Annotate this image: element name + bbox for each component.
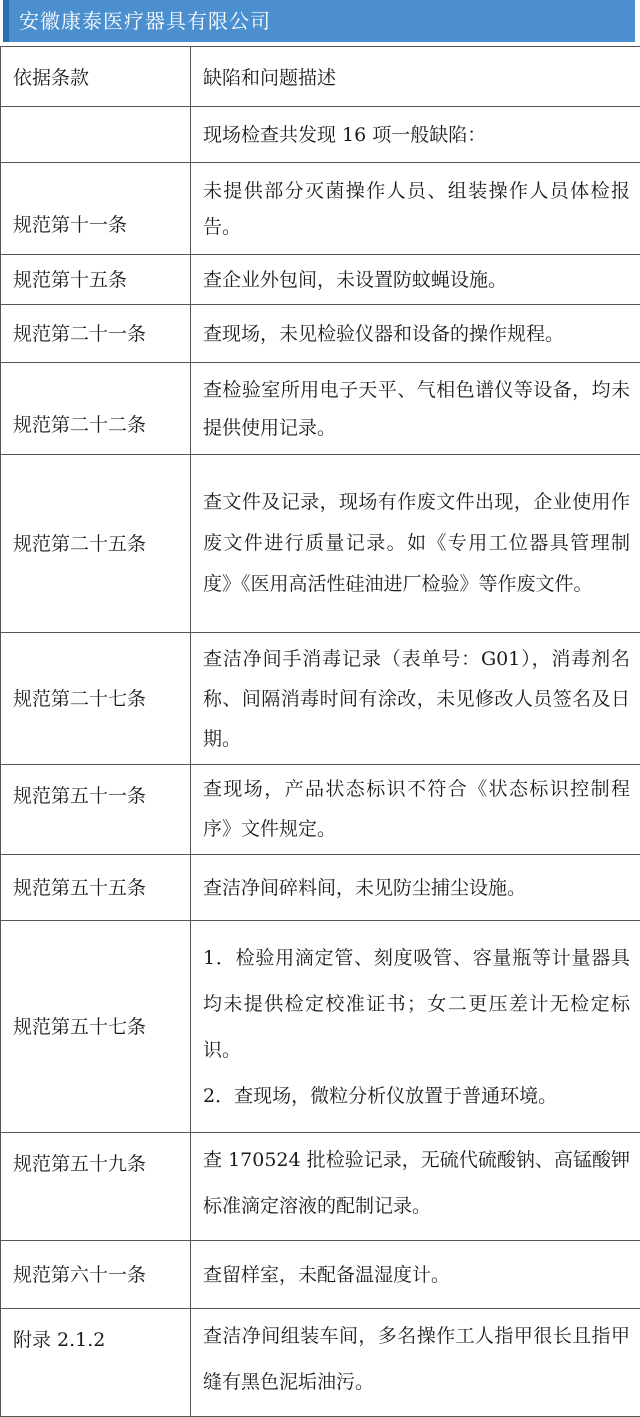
description-text: 1．检验用滴定管、刻度吸管、容量瓶等计量器具均未提供检定校准证书；女二更压差计无检定标识。 (203, 935, 630, 1073)
table-row (1, 255, 640, 305)
clause-cell: 附录 2.1.2 (1, 1309, 191, 1417)
column-header-description: 缺陷和问题描述 (191, 47, 640, 107)
description-cell (191, 455, 640, 633)
table-row (1, 305, 640, 363)
table-row (1, 107, 640, 163)
description-cell (191, 107, 640, 163)
company-name: 安徽康泰医疗器具有限公司 (19, 9, 271, 33)
description-text: 查留样室，未配备温湿度计。 (203, 1260, 630, 1290)
table-row (1, 855, 640, 921)
description-cell (191, 633, 640, 765)
description-text: 查现场，未见检验仪器和设备的操作规程。 (203, 319, 630, 349)
description-text: 查洁净间手消毒记录（表单号：G01），消毒剂名称、间隔消毒时间有涂改，未见修改人员签名及日期。 (203, 639, 630, 759)
description-cell (191, 1241, 640, 1309)
description-text: 现场检查共发现 16 项一般缺陷： (203, 120, 630, 150)
description-text: 查 170524 批检验记录，无硫代硫酸钠、高锰酸钾标准滴定溶液的配制记录。 (203, 1137, 630, 1229)
description-cell (191, 255, 640, 305)
table-row (1, 1133, 640, 1241)
description-text: 查检验室所用电子天平、气相色谱仪等设备，均未提供使用记录。 (203, 371, 630, 447)
table-row (1, 1309, 640, 1417)
description-text: 查现场，产品状态标识不符合《状态标识控制程序》文件规定。 (203, 769, 630, 849)
clause-cell (1, 107, 191, 163)
description-text: 查文件及记录，现场有作废文件出现，企业使用作废文件进行质量记录。如《专用工位器具管理制度》《医用高活性硅油进厂检验》等作废文件。 (203, 482, 630, 605)
clause-cell: 规范第十五条 (1, 255, 191, 305)
column-header-clause: 依据条款 (1, 47, 191, 107)
description-text: 查洁净间碎料间，未见防尘捕尘设施。 (203, 873, 630, 903)
clause-cell: 规范第二十二条 (1, 363, 191, 455)
description-cell (191, 1309, 640, 1417)
description-text: 查洁净间组装车间，多名操作工人指甲很长且指甲缝有黑色泥垢油污。 (203, 1313, 630, 1405)
description-cell (191, 1133, 640, 1241)
clause-cell: 规范第六十一条 (1, 1241, 191, 1309)
description-text: 未提供部分灭菌操作人员、组装操作人员体检报告。 (203, 173, 630, 245)
table-row (1, 921, 640, 1133)
clause-cell: 规范第五十五条 (1, 855, 191, 921)
description-cell (191, 163, 640, 255)
table-row (1, 633, 640, 765)
table-row (1, 1241, 640, 1309)
description-text: 2．查现场，微粒分析仪放置于普通环境。 (203, 1073, 630, 1119)
clause-cell: 规范第二十七条 (1, 633, 191, 765)
table-header-row (1, 47, 640, 107)
description-cell (191, 363, 640, 455)
table-row (1, 455, 640, 633)
clause-cell: 规范第十一条 (1, 163, 191, 255)
company-header (3, 0, 635, 42)
description-cell (191, 765, 640, 855)
table-row (1, 363, 640, 455)
table-row (1, 163, 640, 255)
clause-cell: 规范第五十七条 (1, 921, 191, 1133)
clause-cell: 规范第二十五条 (1, 455, 191, 633)
defects-table (0, 46, 640, 1417)
clause-cell: 规范第五十九条 (1, 1133, 191, 1241)
description-cell (191, 921, 640, 1133)
clause-cell: 规范第五十一条 (1, 765, 191, 855)
clause-cell: 规范第二十一条 (1, 305, 191, 363)
description-cell (191, 305, 640, 363)
table-row (1, 765, 640, 855)
description-text: 查企业外包间，未设置防蚊蝇设施。 (203, 265, 630, 295)
description-cell (191, 855, 640, 921)
